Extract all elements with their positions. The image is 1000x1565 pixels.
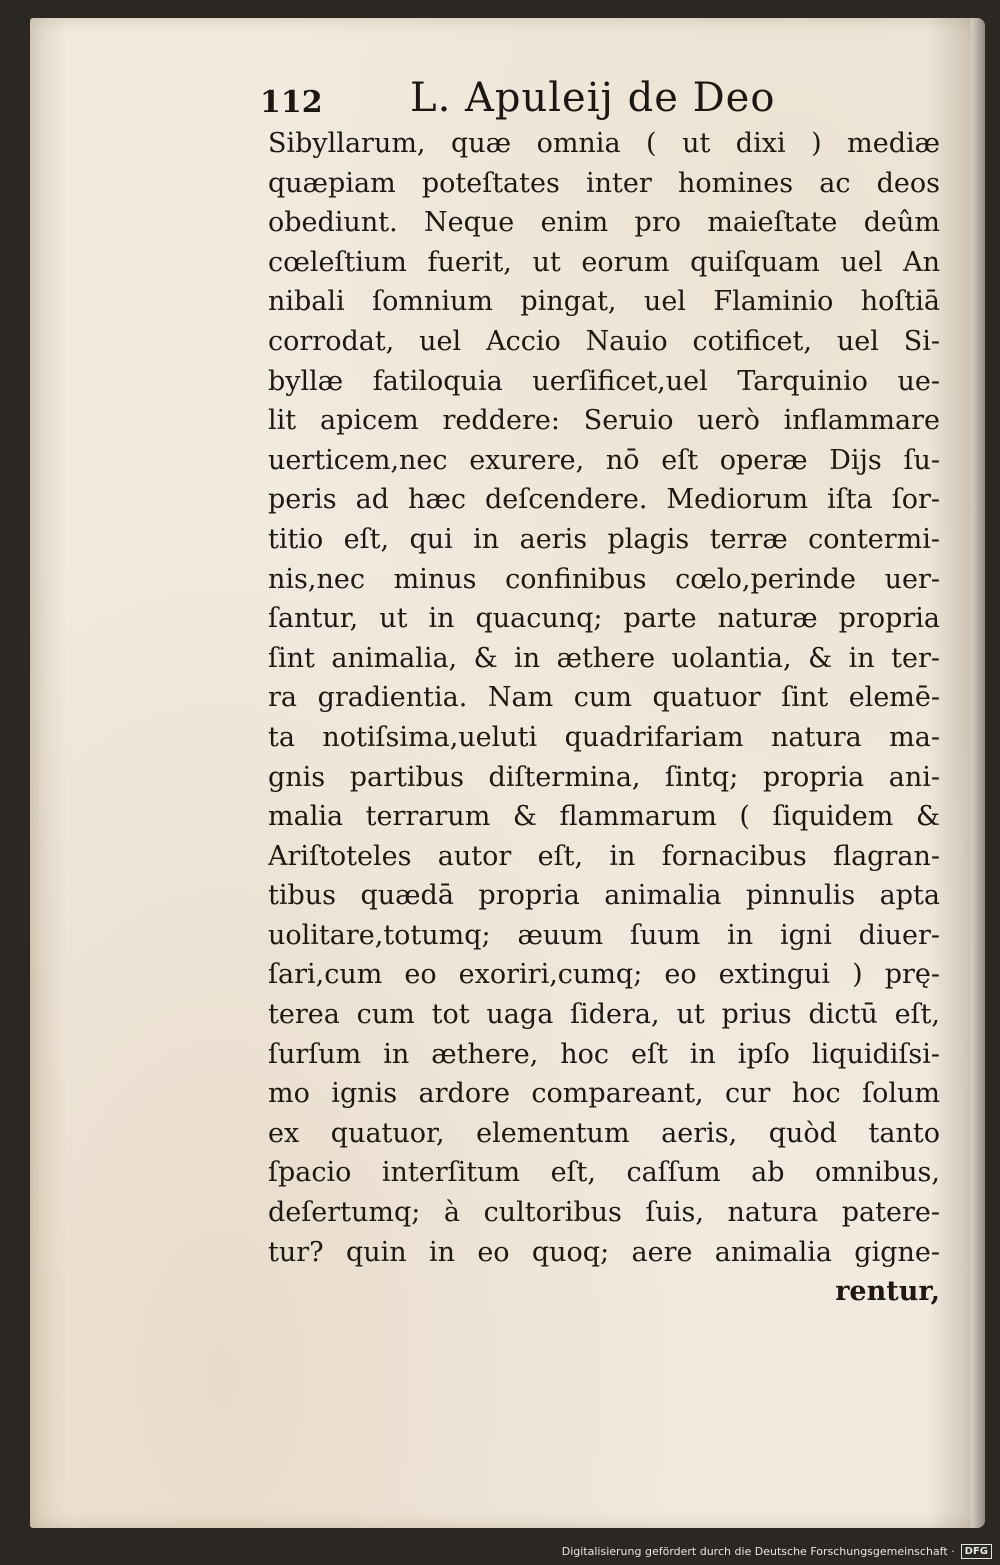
text-line: obediunt. Neque enim pro maieſtate deûm — [268, 207, 940, 239]
page-number: 112 — [260, 85, 323, 120]
text-line: uolitare,totumq; æuum ſuum in igni diuer- — [268, 919, 940, 951]
text-line: titio eſt, qui in aeris plagis terræ contermi- — [268, 523, 940, 555]
text-line: gnis partibus diſtermina, ſintq; propria ani- — [268, 761, 940, 793]
text-line: ra gradientia. Nam cum quatuor ſint elemē- — [268, 682, 940, 714]
dfg-logo: DFG — [961, 1544, 992, 1559]
text-line: byllæ fatiloquia uerſificet,uel Tarquinio ue- — [268, 365, 940, 397]
text-line: peris ad hæc deſcendere. Mediorum iſta ſor- — [268, 484, 940, 516]
body-text — [268, 124, 940, 1312]
text-line: quæpiam poteſtates inter homines ac deos — [268, 167, 940, 199]
text-line: ſari,cum eo exoriri,cumq; eo extingui ) prę- — [268, 959, 940, 991]
text-line: ſurſum in æthere, hoc eſt in ipſo liquidiſsi- — [268, 1038, 940, 1070]
text-line: nibali ſomnium pingat, uel Flaminio hoſtiā — [268, 286, 940, 318]
text-line: Ariſtoteles autor eſt, in fornacibus flagran- — [268, 840, 940, 872]
text-line: malia terrarum & flammarum ( ſiquidem & — [268, 801, 940, 833]
digitization-credit — [562, 1541, 992, 1561]
text-line: mo ignis ardore compareant, cur hoc ſolum — [268, 1078, 940, 1110]
text-line: cœleſtium fuerit, ut eorum quiſquam uel An — [268, 246, 940, 278]
text-line: ſpacio interſitum eſt, caſſum ab omnibus, — [268, 1157, 940, 1189]
text-line: tur? quin in eo quoq; aere animalia gigne- — [268, 1236, 940, 1268]
text-line: terea cum tot uaga ſidera, ut prius dictū eſt, — [268, 999, 940, 1031]
text-line: corrodat, uel Accio Nauio cotificet, uel Si- — [268, 325, 940, 357]
text-line: nis,nec minus confinibus cœlo,perinde uer- — [268, 563, 940, 595]
running-title: L. Apuleij de Deo — [410, 75, 776, 121]
text-line: ta notiſsima,ueluti quadrifariam natura ma- — [268, 721, 940, 753]
text-line: ſantur, ut in quacunq; parte naturæ propria — [268, 603, 940, 635]
text-line: deſertumq; à cultoribus ſuis, natura patere- — [268, 1197, 940, 1229]
text-line: lit apicem reddere: Seruio uerò inflammare — [268, 405, 940, 437]
page-header — [260, 75, 820, 125]
text-line: tibus quædā propria animalia pinnulis apta — [268, 880, 940, 912]
credit-text: Digitalisierung gefördert durch die Deutsche Forschungsgemeinschaft · — [561, 1544, 955, 1558]
text-line: Sibyllarum, quæ omnia ( ut dixi ) mediæ — [268, 128, 940, 159]
text-line: ex quatuor, elementum aeris, quòd tanto — [268, 1117, 940, 1149]
catchword: rentur, — [835, 1276, 940, 1308]
text-line: ſint animalia, & in æthere uolantia, & in ter- — [268, 642, 940, 674]
text-line: uerticem,nec exurere, nō eſt operæ Dijs ſu- — [268, 444, 940, 476]
page-edge — [971, 18, 985, 1528]
